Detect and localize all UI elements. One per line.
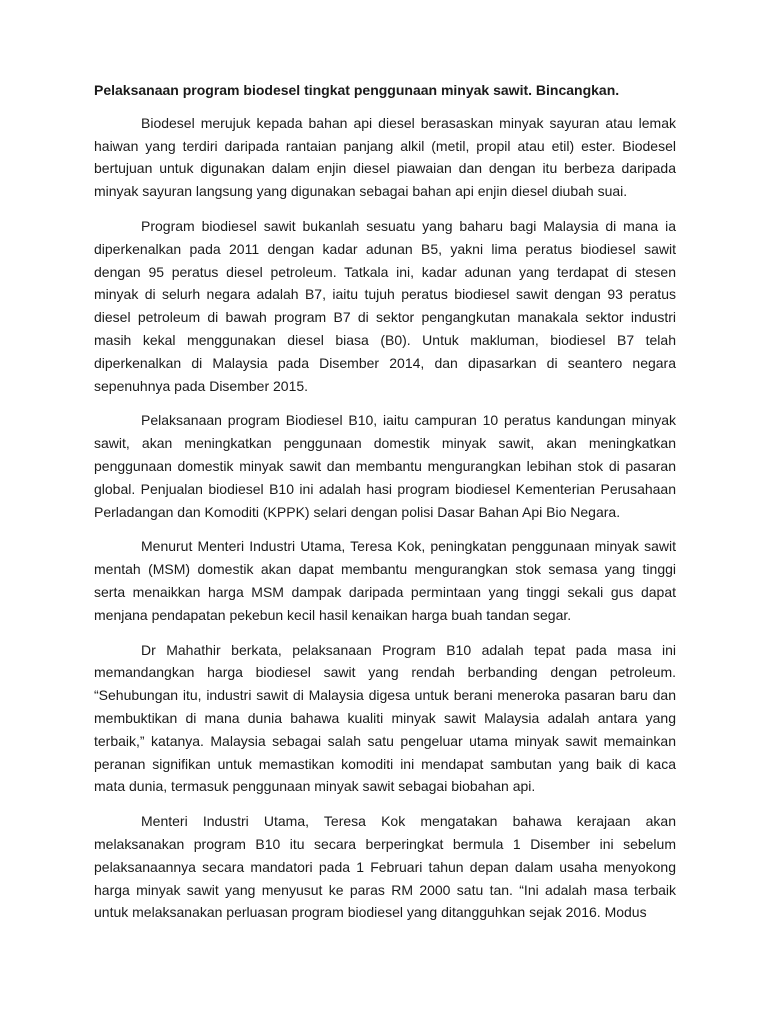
paragraph-2: Program biodiesel sawit bukanlah sesuatu yang baharu bagi Malaysia di mana ia diperkenalkan pada 2011 dengan kadar adunan B5, yakni lima peratus biodiesel sawit dengan 95 peratus diesel petroleum. Tatkala ini, kadar adunan yang terdapat di stesen minyak di selurh negara adalah B7, iaitu tujuh peratus biodiesel sawit dengan 93 peratus diesel petroleum di bawah program B7 di sektor pengangkutan manakala sektor industri masih kekal menggunakan diesel biasa (B0). Untuk makluman, biodiesel B7 telah diperkenalkan di Malaysia pada Disember 2014, dan dipasarkan di seantero negara sepenuhnya pada Disember 2015.: [94, 217, 676, 394]
paragraph-5: Dr Mahathir berkata, pelaksanaan Program B10 adalah tepat pada masa ini memandangkan harga biodiesel sawit yang rendah berbanding dengan petroleum. “Sehubungan itu, industri sawit di Malaysia digesa untuk berani meneroka pasaran baru dan membuktikan di mana dunia bahawa kualiti minyak sawit Malaysia adalah antara yang terbaik,” katanya. Malaysia sebagai salah satu pengeluar utama minyak sawit memainkan peranan signifikan untuk memastikan komoditi ini mendapat sambutan yang baik di kaca mata dunia, termasuk penggunaan minyak sawit sebagai biobahan api.: [94, 641, 676, 795]
paragraph-3: Pelaksanaan program Biodiesel B10, iaitu campuran 10 peratus kandungan minyak sawit, akan meningkatkan penggunaan domestik minyak sawit, akan meningkatkan penggunaan domestik minyak sawit dan membantu mengurangkan lebihan stok di pasaran global. Penjualan biodiesel B10 ini adalah hasi program biodiesel Kementerian Perusahaan Perladangan dan Komoditi (KPPK) selari dengan polisi Dasar Bahan Api Bio Negara.: [94, 412, 676, 520]
paragraph-1: Biodesel merujuk kepada bahan api diesel berasaskan minyak sayuran atau lemak haiwan yang terdiri daripada rantaian panjang alkil (metil, propil atau etil) ester. Biodesel bertujuan untuk digunakan dalam enjin diesel piawaian dan dengan itu berbeza daripada minyak sayuran langsung yang digunakan sebagai bahan api enjin diesel diubah suai.: [94, 114, 676, 200]
document-page: [94, 79, 676, 936]
paragraph-4: Menurut Menteri Industri Utama, Teresa Kok, peningkatan penggunaan minyak sawit mentah (MSM) domestik akan dapat membantu mengurangkan stok semasa yang tinggi serta menaikkan harga MSM dampak daripada permintaan yang tinggi sekali gus dapat menjana pendapatan pekebun kecil hasil kenaikan harga buah tandan segar.: [94, 538, 676, 623]
document-title: Pelaksanaan program biodesel tingkat penggunaan minyak sawit. Bincangkan.: [94, 82, 620, 98]
paragraph-6: Menteri Industri Utama, Teresa Kok mengatakan bahawa kerajaan akan melaksanakan program B10 itu secara berperingkat bermula 1 Disember ini sebelum pelaksanaannya secara mandatori pada 1 Februari tahun depan dalam usaha menyokong harga minyak sawit yang menyusut ke paras RM 2000 satu tan. “Ini adalah masa terbaik untuk melaksanakan perluasan program biodiesel yang ditangguhkan sejak 2016. Modus: [94, 813, 676, 921]
